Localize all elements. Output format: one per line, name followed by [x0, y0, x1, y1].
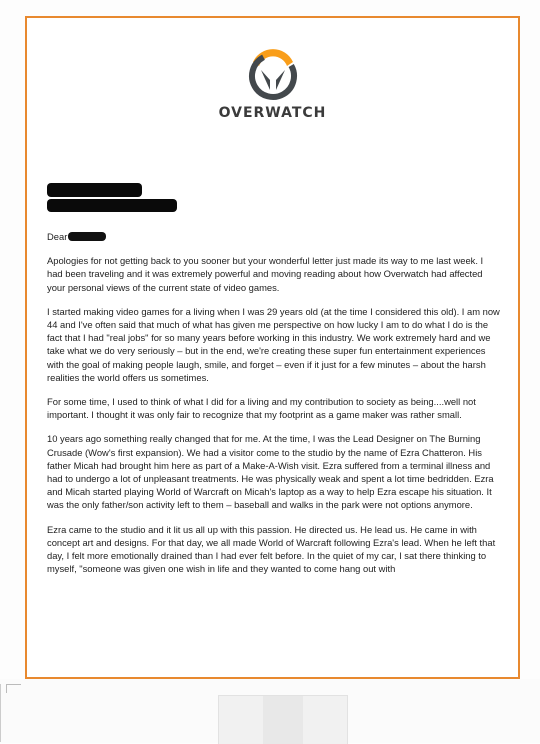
salutation-text: Dear [47, 231, 68, 242]
paragraph: Ezra came to the studio and it lit us all up with this passion. He directed us. He lead us. He came in with concept art and designs. For that day, we all made World of Warcraft following Ezra's lead. When he left that day, I felt more emotionally drained than I had ever felt before. In the quiet of my car, I sat there thinking to myself, "someone was given one wish in life and they wanted to come hang out with [47, 523, 496, 575]
scanner-tray [218, 695, 348, 744]
redacted-name [47, 183, 142, 197]
paragraph: For some time, I used to think of what I did for a living and my contribution to society as being....well not important. I thought it was only fair to recognize that my footprint as a game maker was rather small. [47, 396, 476, 421]
scan-mark [6, 684, 21, 693]
redacted-recipient [68, 232, 106, 241]
overwatch-logo-icon [243, 42, 303, 102]
brand-wordmark: OVERWATCH [218, 105, 327, 121]
paragraph: 10 years ago something really changed that for me. At the time, I was the Lead Designer on The Burning Crusade (Wow's first expansion). We had a visitor come to the studio by the name of Ezra Chatteron. His father Micah had brought him here as part of a Make-A-Wish visit. Ezra suffered from a terminal illness and had to undergo a lot of unpleasant treatments. He was physically weak and spent a lot time bedridden. Ezra and Micah started playing World of Warcraft on Micah's laptop as a way to help Ezra escape his situation. It was the only father/son activity left to them – baseball and walks in the park were not options anymore. [47, 433, 494, 511]
letterhead [27, 42, 518, 121]
letter-body [47, 230, 501, 586]
letter-page [25, 16, 520, 679]
scan-edge [0, 684, 1, 742]
redacted-address [47, 199, 177, 212]
paragraph: Apologies for not getting back to you sooner but your wonderful letter just made its way to me last week. I had been traveling and it was extremely powerful and moving reading about how Overwatch had affected your personal views of the current state of video games. [47, 255, 484, 293]
scan-background [0, 679, 540, 743]
salutation [47, 230, 501, 243]
paragraph: I started making video games for a living when I was 29 years old (at the time I considered this old). I am now 44 and I've often said that much of what has given me perspective on how lucky I am to do what I do is the fact that I had "real jobs" for so many years before working in this industry. We work extremely hard and we take what we do very seriously – but in the end, we're creating these super fun entertainment experiences with the goal of making people laugh, smile, and forget – even if it just for a few minutes – about the harsh realities the world offers us sometimes. [47, 305, 500, 383]
scanner-slot [263, 696, 303, 744]
